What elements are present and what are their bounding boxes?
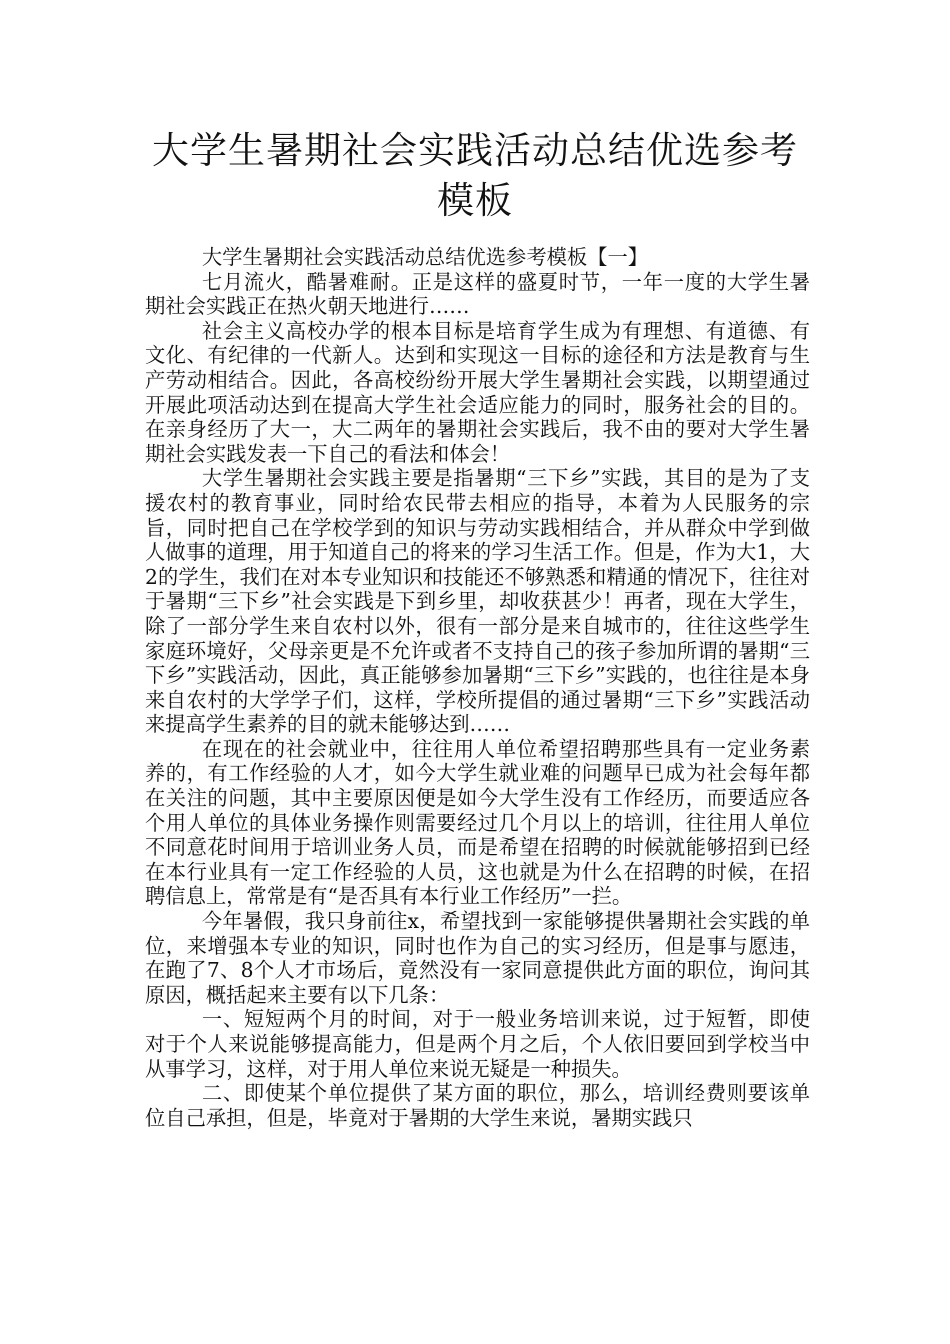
document-body	[145, 245, 810, 1130]
paragraph: 大学生暑期社会实践主要是指暑期“三下乡”实践，其目的是为了支援农村的教育事业，同时给农民带去相应的指导，本着为人民服务的宗旨，同时把自己在学校学到的知识与劳动实践相结合，并从群众中学到做人做事的道理，用于知道自己的将来的学习生活工作。但是，作为大1，大2的学生，我们在对本专业知识和技能还不够熟悉和精通的情况下，往往对于暑期“三下乡”社会实践是下到乡里，却收获甚少！再者，现在大学生，除了一部分学生来自农村以外，很有一部分是来自城市的，往往这些学生家庭环境好，父母亲更是不允许或者不支持自己的孩子参加所谓的暑期“三下乡”实践活动，因此，真正能够参加暑期“三下乡”实践的，也往往是本身来自农村的大学学子们，这样，学校所提倡的通过暑期“三下乡”实践活动来提高学生素养的目的就未能够达到……	[145, 466, 810, 737]
paragraph: 在现在的社会就业中，往往用人单位希望招聘那些具有一定业务素养的，有工作经验的人才，如今大学生就业难的问题早已成为社会每年都在关注的问题，其中主要原因便是如今大学生没有工作经历，而要适应各个用人单位的具体业务操作则需要经过几个月以上的培训，往往用人单位不同意花时间用于培训业务人员，而是希望在招聘的时候就能够招到已经在本行业具有一定工作经验的人员，这也就是为什么在招聘的时候，在招聘信息上，常常是有“是否具有本行业工作经历”一拦。	[145, 736, 810, 909]
paragraph: 一、短短两个月的时间，对于一般业务培训来说，过于短暂，即使对于个人来说能够提高能力，但是两个月之后，个人依旧要回到学校当中从事学习，这样，对于用人单位来说无疑是一种损失。	[145, 1007, 810, 1081]
document-title: 大学生暑期社会实践活动总结优选参考模板	[152, 129, 798, 222]
paragraph: 今年暑假，我只身前往x，希望找到一家能够提供暑期社会实践的单位，来增强本专业的知识，同时也作为自己的实习经历，但是事与愿违，在跑了7、8个人才市场后，竟然没有一家同意提供此方面的职位，询问其原因，概括起来主要有以下几条：	[145, 909, 810, 1007]
paragraph: 二、即使某个单位提供了某方面的职位，那么，培训经费则要该单位自己承担，但是，毕竟对于暑期的大学生来说，暑期实践只	[145, 1081, 810, 1130]
paragraph: 社会主义高校办学的根本目标是培育学生成为有理想、有道德、有文化、有纪律的一代新人。达到和实现这一目标的途径和方法是教育与生产劳动相结合。因此，各高校纷纷开展大学生暑期社会实践，以期望通过开展此项活动达到在提高大学生社会适应能力的同时，服务社会的目的。在亲身经历了大一，大二两年的暑期社会实践后，我不由的要对大学生暑期社会实践发表一下自己的看法和体会！	[145, 318, 810, 466]
paragraph: 七月流火，酷暑难耐。正是这样的盛夏时节，一年一度的大学生暑期社会实践正在热火朝天地进行……	[145, 269, 810, 319]
paragraph-subtitle: 大学生暑期社会实践活动总结优选参考模板【一】	[201, 245, 649, 269]
